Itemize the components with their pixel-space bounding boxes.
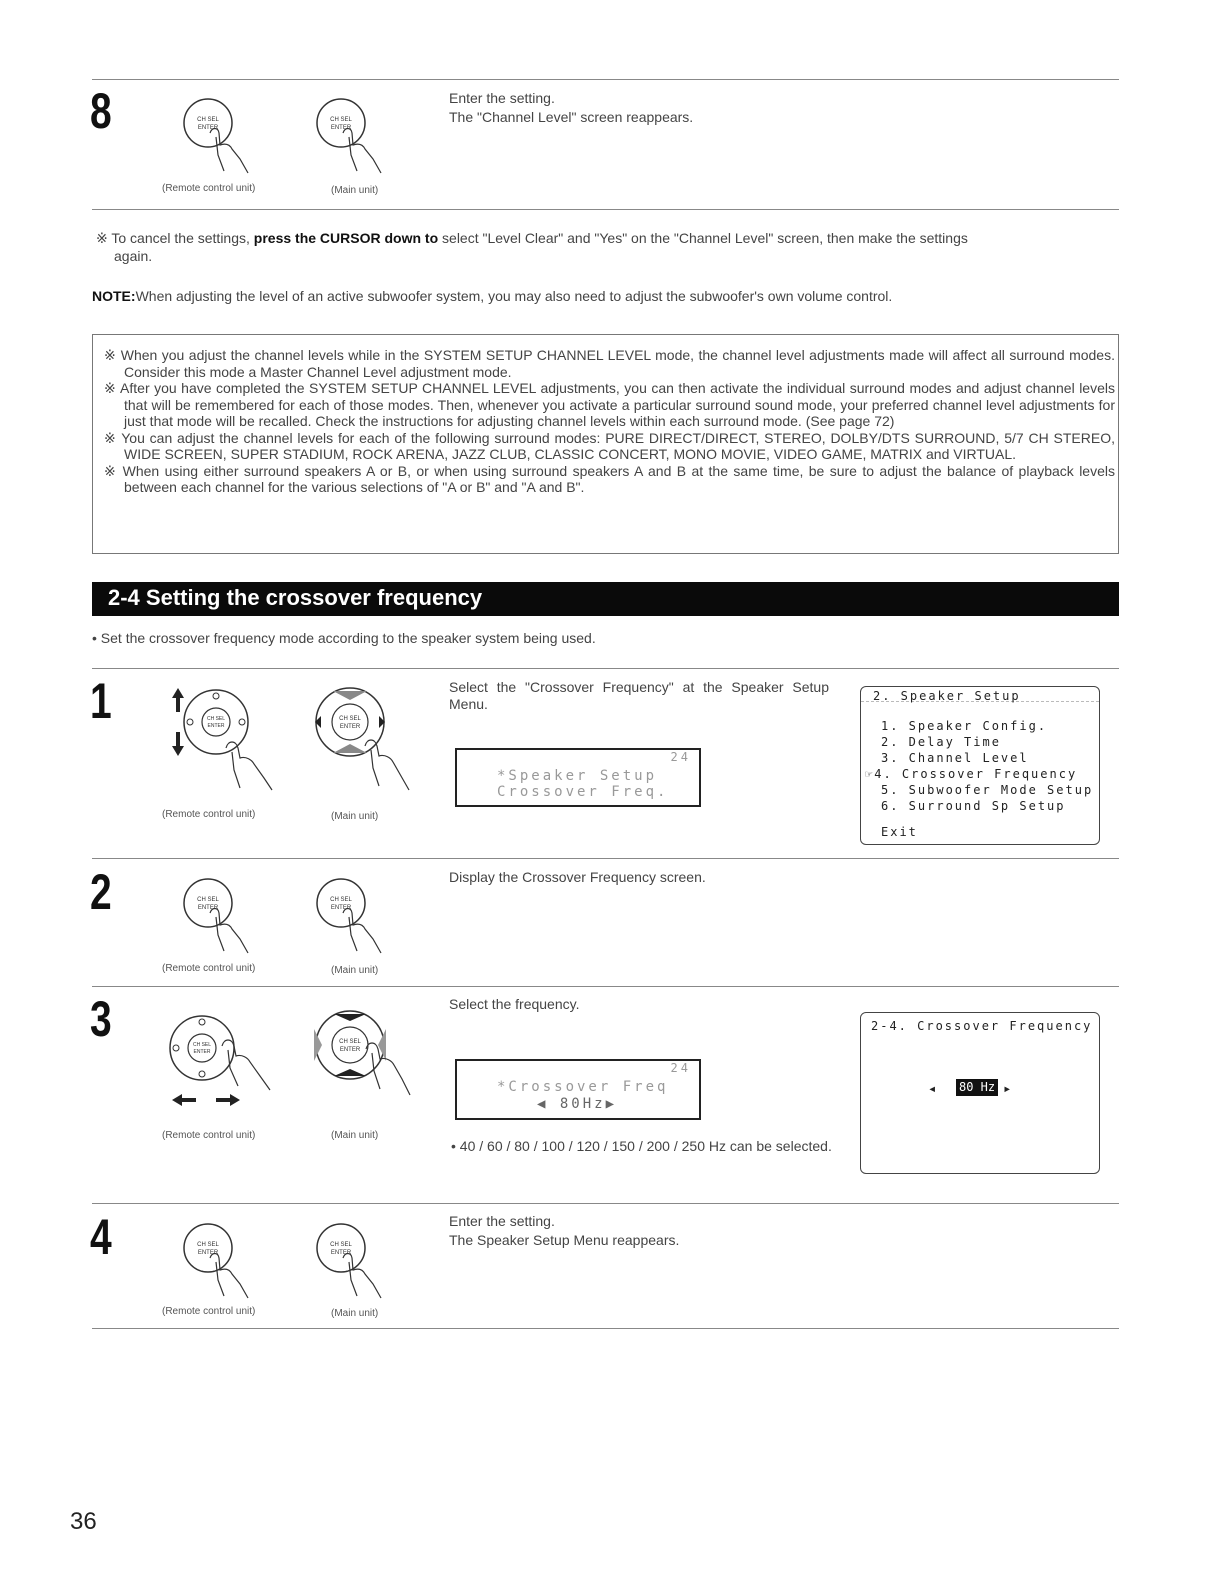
menu-item: 6. Surround Sp Setup [881, 799, 1066, 813]
main-unit-enter-button-illustration [305, 1218, 405, 1303]
svg-text:CH SEL: CH SEL [330, 117, 352, 123]
step-number: 2 [90, 864, 112, 920]
section-header [92, 582, 1119, 616]
arrow-down-icon [172, 732, 184, 756]
svg-text:ENTER: ENTER [197, 1250, 219, 1256]
arrow-up-icon [333, 691, 367, 700]
step-text: The "Channel Level" screen reappears. [449, 109, 694, 125]
screen-title: 2-4. Crossover Frequency [871, 1019, 1093, 1033]
info-box [92, 334, 1119, 554]
divider [92, 668, 1119, 669]
lcd-line: Crossover Freq. [497, 784, 669, 800]
step-text: The Speaker Setup Menu reappears. [449, 1232, 680, 1248]
frequency-options: • 40 / 60 / 80 / 100 / 120 / 150 / 200 / 250 Hz can be selected. [451, 1138, 832, 1154]
info-item: ※ You can adjust the channel levels for each of the following surround modes: PURE DIRECT/DIRECT, STEREO, DOLBY/DTS SURROUND, 5/7 CH STEREO, WIDE SCREEN, SUPER STADIUM, ROCK ARENA, JAZZ CLUB, CLASSIC CONCERT, MONO MOVIE, VIDEO GAME, MATRIX and VIRTUAL. [104, 429, 1115, 462]
caption-main: (Main unit) [331, 185, 379, 196]
lcd-line: ◀ 80Hz▶ [537, 1096, 618, 1112]
lcd-corner: 24 [670, 1061, 691, 1075]
svg-text:CH SEL: CH SEL [339, 1039, 361, 1045]
svg-text:ENTER: ENTER [193, 1049, 211, 1055]
svg-text:CH SEL: CH SEL [206, 716, 226, 722]
divider [92, 79, 1119, 80]
step-text: Display the Crossover Frequency screen. [449, 869, 706, 885]
ch-sel-label: CH SEL [197, 117, 219, 123]
section-intro: • Set the crossover frequency mode according to the speaker system being used. [92, 630, 596, 646]
step-text: Select the frequency. [449, 996, 580, 1012]
divider [92, 1203, 1119, 1204]
caption-remote: (Remote control unit) [162, 1130, 256, 1141]
main-unit-cursor-illustration [305, 682, 415, 792]
menu-item: 3. Channel Level [881, 751, 1029, 765]
svg-text:ENTER: ENTER [197, 905, 219, 911]
lcd-corner: 24 [670, 750, 691, 764]
step-text: Enter the setting. [449, 90, 555, 106]
frequency-value: 80 Hz [956, 1079, 998, 1096]
caption-main: (Main unit) [331, 1308, 379, 1319]
lcd-line: *Crossover Freq [497, 1079, 669, 1095]
svg-text:ENTER: ENTER [207, 723, 225, 729]
step-number: 8 [90, 83, 112, 139]
menu-item: 2. Delay Time [881, 735, 1001, 749]
remote-cursor-leftright-illustration [160, 1010, 290, 1115]
menu-item-selected: ☞4. Crossover Frequency [865, 767, 1078, 781]
arrow-down-icon [333, 744, 367, 753]
arrow-right-icon: ▸ [1003, 1081, 1012, 1097]
info-item: ※ When using either surround speakers A or B, or when using surround speakers A and B at the same time, be sure to adjust the balance of playback levels between each channel for the various selections of "A or B" and "A and B". [104, 462, 1115, 495]
remote-enter-button-illustration [172, 873, 272, 958]
menu-item: 5. Subwoofer Mode Setup [881, 783, 1094, 797]
step-text: Enter the setting. [449, 1213, 555, 1229]
note: NOTE:When adjusting the level of an active subwoofer system, you may also need to adjust the subwoofer's own volume control. [92, 288, 893, 304]
info-item: ※ When you adjust the channel levels while in the SYSTEM SETUP CHANNEL LEVEL mode, the channel level adjustments made will affect all surround modes. Consider this mode a Master Channel Level adjustment mode. [104, 347, 1115, 380]
divider [92, 858, 1119, 859]
svg-text:ENTER: ENTER [339, 724, 361, 730]
cancel-note: ※ To cancel the settings, press the CURSOR down to select "Level Clear" and "Yes" on the "Channel Level" screen, then make the settings [96, 230, 968, 246]
remote-cursor-updown-illustration [168, 682, 288, 792]
svg-text:CH SEL: CH SEL [330, 897, 352, 903]
arrow-up-icon [172, 688, 184, 712]
crossover-frequency-screen [860, 1012, 1100, 1174]
main-unit-cursor-illustration [300, 1005, 420, 1110]
svg-text:CH SEL: CH SEL [197, 1242, 219, 1248]
enter-label: ENTER [197, 125, 219, 131]
main-unit-enter-button-illustration [305, 93, 405, 178]
step-number: 4 [90, 1209, 112, 1265]
arrow-left-icon [172, 1094, 196, 1106]
section-title: 2-4 Setting the crossover frequency [108, 585, 483, 610]
menu-exit: Exit [881, 825, 918, 839]
caption-remote: (Remote control unit) [162, 183, 256, 194]
lcd-display [455, 748, 701, 807]
caption-remote: (Remote control unit) [162, 809, 256, 820]
svg-text:CH SEL: CH SEL [197, 897, 219, 903]
speaker-setup-menu [860, 686, 1100, 845]
info-item: ※ After you have completed the SYSTEM SETUP CHANNEL LEVEL adjustments, you can then activate the individual surround modes and adjust channel levels that will be remembered for each of those modes. Then, whenever you activate a particular surround sound mode, your preferred channel level adjustments for just that mode will be recalled. Check the instructions for adjusting channel levels within each surround mode. (See page 72) [104, 380, 1115, 429]
svg-text:CH SEL: CH SEL [192, 1042, 212, 1048]
svg-text:CH SEL: CH SEL [330, 1242, 352, 1248]
svg-text:ENTER: ENTER [339, 1047, 361, 1053]
caption-remote: (Remote control unit) [162, 963, 256, 974]
remote-enter-button-illustration [172, 1218, 272, 1303]
svg-text:ENTER: ENTER [330, 905, 352, 911]
arrow-left-icon: ◂ [928, 1081, 937, 1097]
main-unit-enter-button-illustration [305, 873, 405, 958]
caption-main: (Main unit) [331, 811, 379, 822]
svg-text:ENTER: ENTER [330, 1250, 352, 1256]
step-text: Select the "Crossover Frequency" at the Speaker Setup Menu. [449, 679, 829, 712]
caption-main: (Main unit) [331, 1130, 379, 1141]
caption-remote: (Remote control unit) [162, 1306, 256, 1317]
step-number: 1 [90, 673, 112, 729]
menu-title: 2. Speaker Setup [873, 689, 1021, 703]
divider [92, 986, 1119, 987]
page-number: 36 [70, 1508, 97, 1535]
svg-text:ENTER: ENTER [330, 125, 352, 131]
lcd-line: *Speaker Setup [497, 768, 658, 784]
cancel-note-continued: again. [114, 248, 153, 264]
caption-main: (Main unit) [331, 965, 379, 976]
menu-item: 1. Speaker Config. [881, 719, 1048, 733]
divider [92, 1328, 1119, 1329]
remote-enter-button-illustration [172, 93, 272, 178]
svg-text:CH SEL: CH SEL [339, 716, 361, 722]
step-number: 3 [90, 991, 112, 1047]
lcd-display [455, 1059, 701, 1120]
divider [92, 209, 1119, 210]
arrow-right-icon [216, 1094, 240, 1106]
